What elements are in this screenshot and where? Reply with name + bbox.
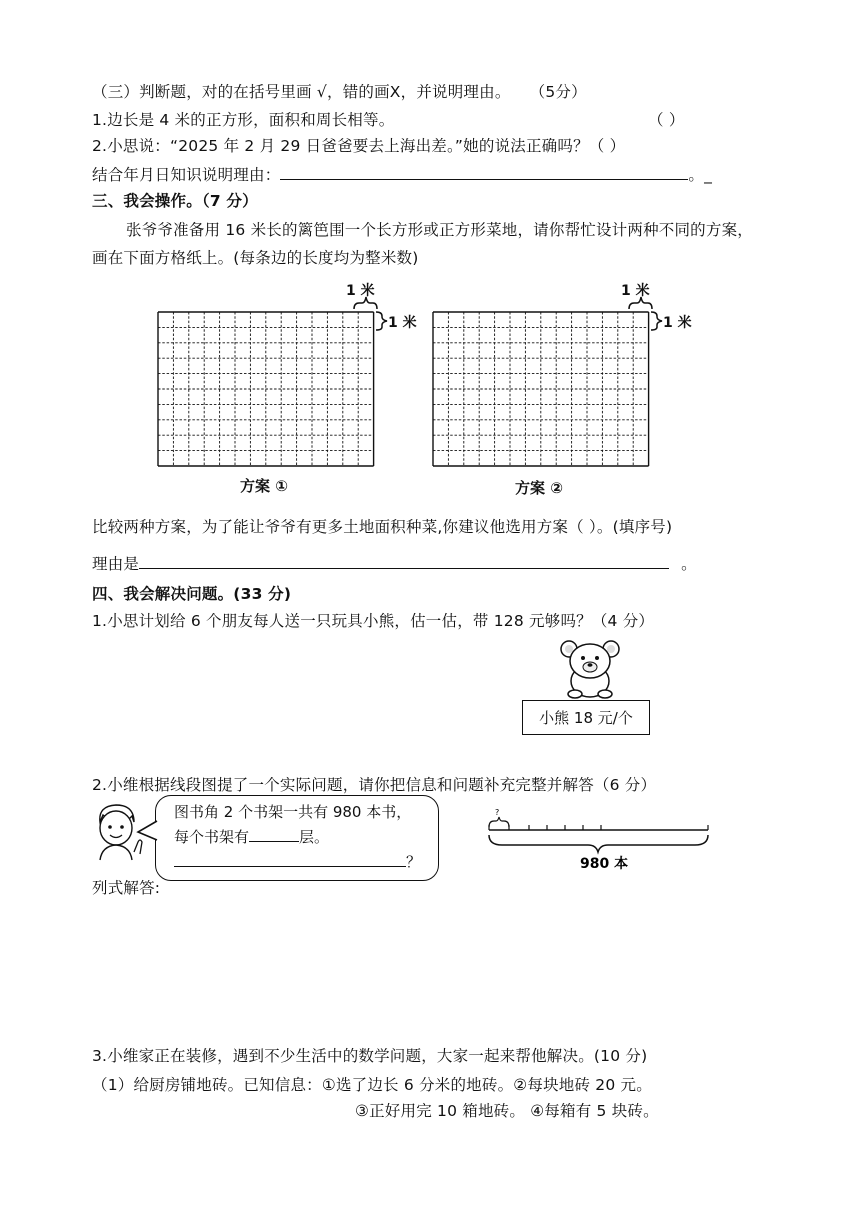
segment-top-brace: [489, 817, 509, 827]
operate-heading: 三、我会操作。（7 分）: [92, 192, 258, 210]
bubble-question-mark: ？: [406, 853, 422, 871]
reason-suffix: 。: [681, 555, 697, 573]
teddy-bear-illustration: [555, 637, 625, 699]
grid-1-unit-top: 1 米: [346, 283, 375, 299]
solve-q1: 1.小思计划给 6 个朋友每人送一只玩具小熊，估一估，带 128 元够吗？（4 分）: [92, 612, 655, 630]
solve-q3-1-info-b: ③正好用完 10 箱地砖。 ④每箱有 5 块砖。: [355, 1102, 659, 1120]
answer-label: 列式解答:: [92, 879, 161, 897]
bubble-question-line: [174, 851, 421, 872]
bubble-line-2-b: 层。: [299, 828, 330, 846]
grid-lines: [158, 312, 374, 466]
reason-line: [92, 552, 697, 574]
solve-heading: 四、我会解决问题。(33 分): [92, 585, 292, 603]
speech-bubble-tail: [136, 820, 158, 844]
bubble-line-2-a: 每个书架有: [174, 828, 250, 846]
judge-q2-reason-prefix: 结合年月日知识说明理由：: [92, 166, 281, 184]
judge-q1-text: 1.边长是 4 米的正方形，面积和周长相等。: [92, 111, 395, 129]
judge-q2: 2.小思说：“2025 年 2 月 29 日爸爸要去上海出差。”她的说法正确吗？（ ）: [92, 137, 626, 155]
judge-q1: [92, 108, 394, 130]
judge-q2-reason: [92, 163, 712, 185]
unit-side-brace: [376, 312, 387, 330]
unit-side-brace: [651, 312, 662, 330]
plan-2-label: 方案 ②: [515, 479, 563, 497]
judge-heading: [92, 80, 587, 102]
judge-q2-reason-suffix: 。_: [688, 166, 713, 184]
segment-question-mark: ?: [495, 808, 500, 817]
bear-price-tag: 小熊 18 元/个: [522, 700, 650, 735]
reason-blank[interactable]: [139, 554, 669, 569]
solve-q3-1-info-a: （1）给厨房铺地砖。已知信息：①选了边长 6 分米的地砖。②每块地砖 20 元。: [92, 1076, 652, 1094]
segment-diagram: [480, 805, 720, 875]
segment-total-label: 980 本: [580, 856, 629, 872]
judge-points: （5分）: [529, 83, 587, 101]
grid-plan-2[interactable]: [425, 282, 692, 472]
bubble-shelf-blank[interactable]: [249, 828, 299, 842]
bubble-line-2: [174, 826, 329, 847]
compare-question: 比较两种方案，为了能让爷爷有更多土地面积种菜,你建议他选用方案（ ）。(填序号): [92, 518, 673, 536]
grid-plan-1-svg[interactable]: [150, 282, 410, 472]
judge-heading-text: （三）判断题，对的在括号里画 √，错的画X，并说明理由。: [92, 83, 511, 101]
operate-desc-1: 张爷爷准备用 16 米长的篱笆围一个长方形或正方形菜地，请你帮忙设计两种不同的方案，: [126, 221, 753, 239]
plan-1-label: 方案 ①: [240, 477, 288, 495]
grid-2-unit-top: 1 米: [621, 283, 650, 299]
judge-q1-answer-bracket[interactable]: （ ）: [648, 111, 685, 129]
grid-2-unit-side: 1 米: [663, 315, 692, 331]
judge-q2-reason-blank[interactable]: [280, 165, 688, 180]
grid-1-unit-side: 1 米: [388, 315, 417, 331]
segment-bottom-brace: [489, 835, 708, 852]
solve-q3: 3.小维家正在装修，遇到不少生活中的数学问题，大家一起来帮他解决。(10 分): [92, 1047, 648, 1065]
bubble-line-1: 图书角 2 个书架一共有 980 本书，: [174, 803, 412, 821]
bubble-question-blank[interactable]: [174, 853, 406, 867]
reason-prefix: 理由是: [92, 555, 140, 573]
grid-lines: [433, 312, 649, 466]
operate-desc-2: 画在下面方格纸上。(每条边的长度均为整米数): [92, 249, 419, 267]
grid-plan-1[interactable]: [150, 282, 417, 472]
solve-q2: 2.小维根据线段图提了一个实际问题，请你把信息和问题补充完整并解答（6 分）: [92, 776, 657, 794]
grid-plan-2-svg[interactable]: [425, 282, 685, 472]
